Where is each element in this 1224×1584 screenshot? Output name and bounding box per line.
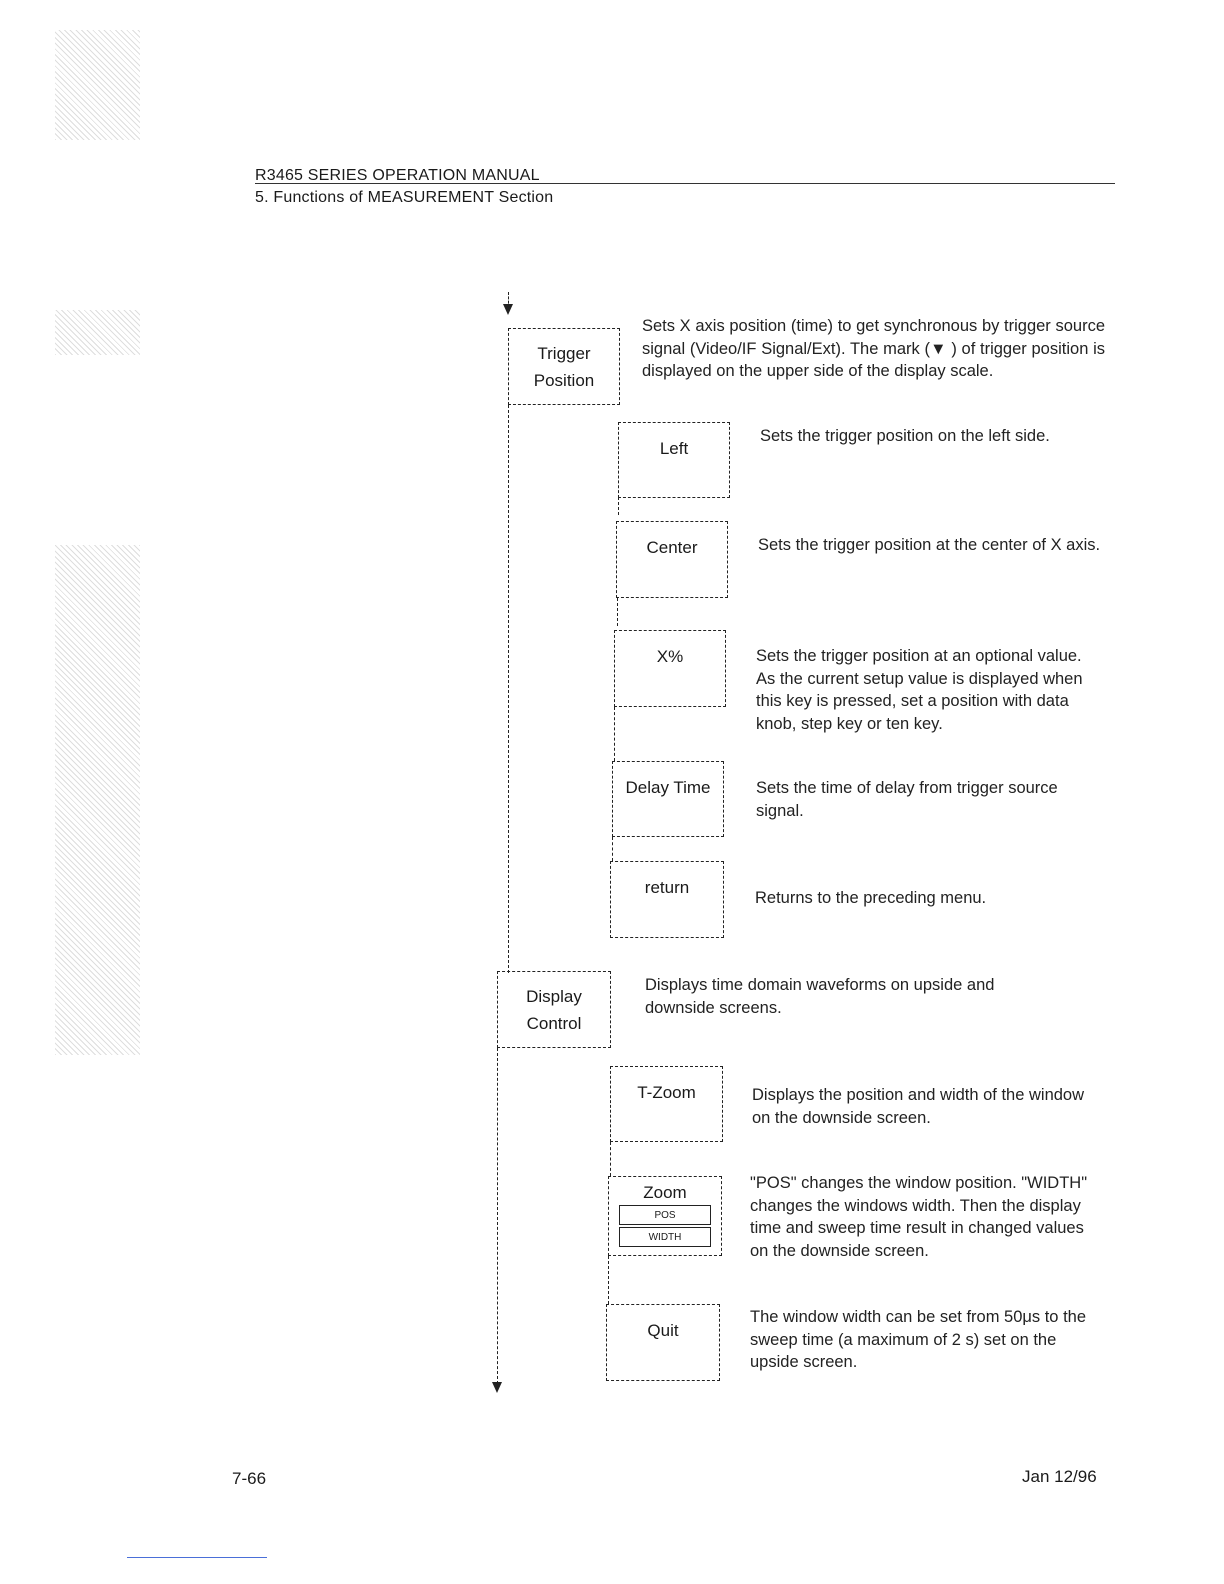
scan-artifact (55, 30, 140, 140)
main-tree-line-lower (497, 1048, 498, 1384)
zoom-softkey[interactable] (608, 1176, 722, 1256)
quit-softkey[interactable] (606, 1304, 720, 1381)
manual-title: R3465 SERIES OPERATION MANUAL (255, 167, 540, 184)
softkey-label: Center (646, 538, 698, 557)
return-softkey[interactable] (610, 861, 724, 938)
delay-time-description: Sets the time of delay from trigger source signal. (756, 779, 1058, 820)
exit-arrow (492, 1382, 502, 1393)
softkey-label: Display (526, 986, 582, 1006)
softkey-label: X% (656, 647, 684, 666)
entry-arrow (503, 304, 513, 315)
softkey-label: Quit (647, 1321, 679, 1340)
softkey-label: return (644, 878, 690, 897)
left-softkey[interactable] (618, 422, 730, 498)
t-zoom-description: Displays the position and width of the window on the downside screen. (752, 1086, 1085, 1127)
return-description: Returns to the preceding menu. (755, 889, 987, 907)
section-title: 5. Functions of MEASUREMENT Section (255, 189, 554, 206)
t-zoom-softkey[interactable] (610, 1066, 723, 1142)
softkey-label: Zoom (643, 1183, 687, 1202)
display-control-description: Displays time domain waveforms on upside and downside screens. (645, 976, 995, 1017)
zoom-description: "POS" changes the window position. "WIDTH" changes the windows width. Then the display time and sweep time result in changed values on the downside screen. (750, 1174, 1088, 1260)
trigger-position-softkey[interactable] (508, 328, 620, 405)
delay-time-softkey[interactable] (612, 761, 724, 837)
pos-indicator: POS (619, 1205, 711, 1225)
softkey-label: Position (533, 370, 595, 390)
softkey-label: Control (526, 1013, 582, 1033)
sub-tree-line (617, 598, 618, 626)
softkey-label: T-Zoom (637, 1083, 696, 1102)
sub-tree-line (612, 837, 613, 861)
left-description: Sets the trigger position on the left side. (760, 427, 1050, 445)
x-percent-softkey[interactable] (614, 630, 726, 707)
softkey-label: Delay Time (625, 778, 711, 797)
header-rule (255, 183, 1115, 184)
trigger-position-description: Sets X axis position (time) to get synchronous by trigger source signal (Video/IF Signal/Ext). The mark (▼ ) of trigger position is displayed on the upper side of the display scale. (642, 317, 1105, 380)
scan-edge-line (127, 1557, 267, 1558)
quit-description: The window width can be set from 50μs to the sweep time (a maximum of 2 s) set on the upside screen. (750, 1308, 1087, 1371)
softkey-label: Left (659, 439, 689, 458)
sub-tree-line (614, 707, 615, 761)
sub-tree-line (610, 1142, 611, 1176)
page-number: 7-66 (232, 1469, 267, 1488)
sub-tree-line (618, 497, 619, 515)
x-percent-description: Sets the trigger position at an optional value. As the current setup value is displayed when this key is pressed, set a position with data knob, step key or ten key. (756, 647, 1083, 733)
scan-artifact (55, 545, 140, 1055)
main-tree-line-upper (508, 405, 509, 973)
sub-tree-line (608, 1256, 609, 1304)
revision-date: Jan 12/96 (1022, 1467, 1097, 1486)
scan-artifact (55, 310, 140, 355)
center-softkey[interactable] (616, 521, 728, 598)
center-description: Sets the trigger position at the center of X axis. (758, 536, 1101, 554)
display-control-softkey[interactable] (497, 971, 611, 1048)
softkey-label: Trigger (537, 343, 591, 363)
width-indicator: WIDTH (619, 1227, 711, 1247)
